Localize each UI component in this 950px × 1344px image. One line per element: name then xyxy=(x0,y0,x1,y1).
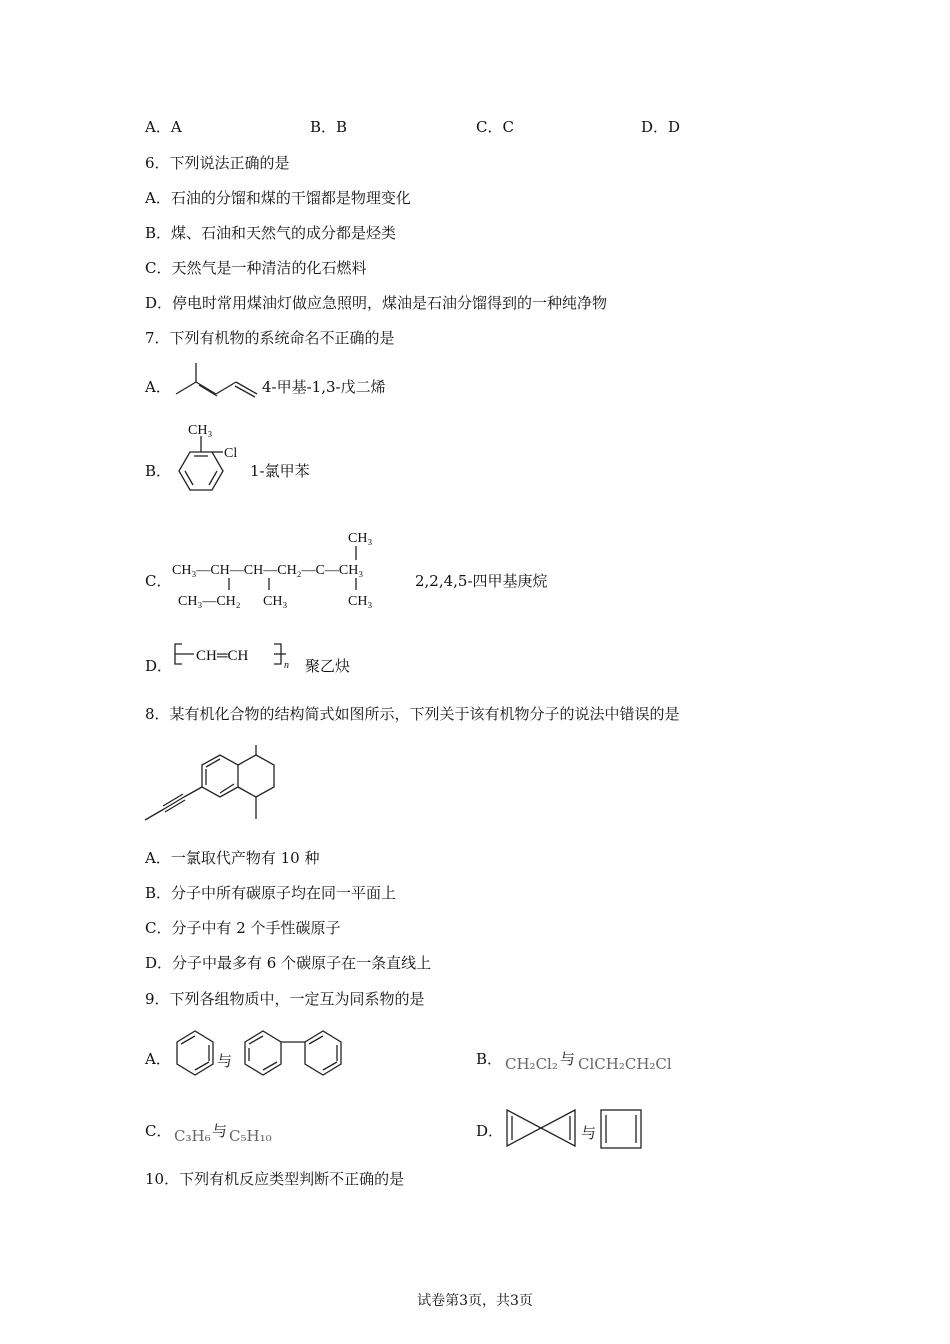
q7-d-letter: D． xyxy=(145,657,173,675)
q8-option-b: B．分子中所有碳原子均在同一平面上 xyxy=(145,884,397,902)
q9-b-right-formula: ClCH₂CH₂Cl xyxy=(578,1055,672,1073)
q10-stem: 10．下列有机反应类型判断不正确的是 xyxy=(145,1170,405,1188)
q6-option-b: B．煤、石油和天然气的成分都是烃类 xyxy=(145,224,397,242)
q7-c-bottom-ch3: CH₃ xyxy=(348,594,373,609)
q9-c-letter: C． xyxy=(145,1122,172,1140)
q7-a-letter: A． xyxy=(145,378,171,396)
q9-d-yu: 与 xyxy=(581,1126,597,1142)
q6-stem: 6．下列说法正确的是 xyxy=(145,154,290,172)
q5-option-c: C．C xyxy=(476,118,514,136)
q7-b-cl-label: Cl xyxy=(224,446,238,461)
q9-a-benzene-biphenyl xyxy=(170,1026,365,1082)
q9-c-yu: 与 xyxy=(212,1122,228,1140)
q9-b-yu: 与 xyxy=(560,1050,576,1068)
q5-option-d: D．D xyxy=(641,118,681,136)
q5-option-b: B．B xyxy=(310,118,348,136)
page-footer: 试卷第3页，共3页 xyxy=(417,1293,533,1309)
q7-d-n-subscript: n xyxy=(284,660,289,671)
q8-option-c: C．分子中有 2 个手性碳原子 xyxy=(145,919,341,937)
q6-option-c: C．天然气是一种清洁的化石燃料 xyxy=(145,259,367,277)
q7-b-ch3-label: CH₃ xyxy=(188,423,213,438)
q6-option-d: D．停电时常用煤油灯做应急照明，煤油是石油分馏得到的一种纯净物 xyxy=(145,294,608,312)
q7-c-main-chain: CH₃—CH—CH—CH₂—C—CH₃ xyxy=(172,563,364,578)
q8-option-d: D．分子中最多有 6 个碳原子在一条直线上 xyxy=(145,954,432,972)
q9-stem: 9．下列各组物质中，一定互为同系物的是 xyxy=(145,990,425,1008)
q7-b-chlorotoluene-structure xyxy=(168,418,258,498)
q9-d-letter: D． xyxy=(476,1122,504,1140)
q8-stem: 8．某有机化合物的结构简式如图所示，下列关于该有机物分子的说法中错误的是 xyxy=(145,705,680,723)
q9-c-right-formula: C₅H₁₀ xyxy=(229,1127,272,1145)
q7-c-methyl-branch: CH₃ xyxy=(263,594,288,609)
q9-c-left-formula: C₃H₆ xyxy=(174,1127,211,1145)
q9-a-letter: A． xyxy=(145,1050,171,1068)
q7-d-formula: CH═CH xyxy=(196,648,249,664)
q7-a-skeletal-structure xyxy=(172,360,267,400)
q9-a-yu: 与 xyxy=(217,1054,233,1070)
q7-c-ethyl-branch: CH₃—CH₂ xyxy=(178,594,241,609)
q9-d-spiro-cyclobutene-structures xyxy=(505,1106,650,1152)
q5-option-a: A．A xyxy=(145,118,182,136)
q7-c-letter: C． xyxy=(145,572,172,590)
q7-stem: 7．下列有机物的系统命名不正确的是 xyxy=(145,329,395,347)
q7-c-heptane-structure xyxy=(170,528,415,618)
q6-option-a: A．石油的分馏和煤的干馏都是物理变化 xyxy=(145,189,411,207)
q7-d-name: 聚乙炔 xyxy=(305,657,351,675)
q7-a-name: 4-甲基-1,3-戊二烯 xyxy=(262,378,386,396)
q7-d-polyacetylene-structure xyxy=(172,640,297,672)
q8-molecule-structure xyxy=(140,743,280,825)
q9-b-letter: B． xyxy=(476,1050,503,1068)
q9-b-left-formula: CH₂Cl₂ xyxy=(505,1055,558,1073)
q7-c-name: 2,2,4,5-四甲基庚烷 xyxy=(415,572,548,590)
q7-b-letter: B． xyxy=(145,462,172,480)
q7-c-top-ch3: CH₃ xyxy=(348,531,373,546)
q8-option-a: A．一氯取代产物有 10 种 xyxy=(145,849,320,867)
q7-b-name: 1-氯甲苯 xyxy=(250,462,310,480)
